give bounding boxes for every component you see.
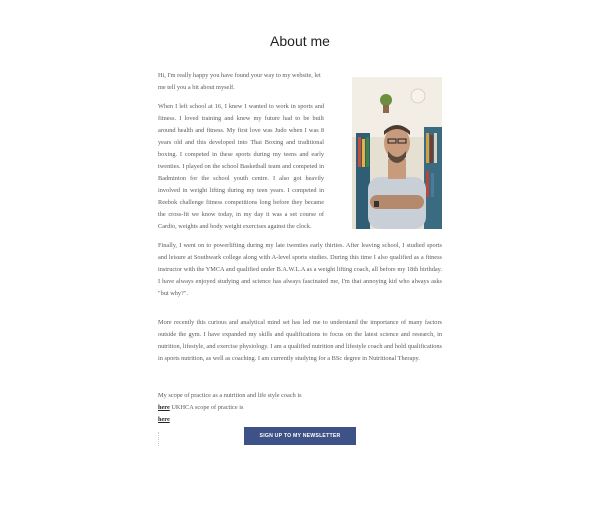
history-paragraph: When I left school at 16, I knew I wanted to work in sports and fitness. I loved training and knew my future had to be built around health and fitness. My first love was Judo when I was 8 years old and this developed into Thai Boxing and traditional boxing. I competed in these sports during my teens and early twenties. I played on the school Basketball team and competed in Badminton for the school youth centre. I also got heavily involved in weight lifting during my teen years. I competed in Reebok challenge fitness competitions long before they became the cross-fit we know today, in my day it was a set course of Cardio, weights and body weight exercises against the clock. [158,103,324,230]
recent-focus-paragraph: More recently this curious and analytical mind set has led me to understand the importance of many factors outside the gym. I have expanded my skills and qualifications to focus on the latest science and research, in nutrition, lifestyle, and exercise physiology. I am a qualified nutrition and lifestyle coach and hold qualifications in sports nutrition, as well as coaching. I am currently studying for a BSc degree in Nutritional Therapy. [158,319,442,362]
page-title: About me [270,33,330,49]
scope-line [158,402,358,414]
portrait-photo [352,77,442,229]
portrait-illustration [352,77,442,229]
qualifications-paragraph: Finally, I went on to powerlifting during my late twenties early thirties. After leaving school, I studied sports and leisure at Southwark college along with A-level sports studies. During this time I also qualified as a fitness instructor with the YMCA and qualified under B.A.W.L.A as a weight lifting coach, all before my 18th birthday. I have always enjoyed studying and science has always fascinated me, I'm that annoying kid who always asks "but why?". [158,242,442,297]
divider [158,432,161,446]
ukhca-text: UKHCA scope of practice is [171,404,244,411]
scope-here-link[interactable]: here [158,404,170,411]
ukhca-line [158,414,218,426]
intro-paragraph: Hi, I'm really happy you have found your way to my website, let me tell you a bit about myself. [158,72,321,91]
ukhca-here-link[interactable]: here [158,416,170,423]
scope-text: My scope of practice as a nutrition and life style coach is [158,392,302,399]
newsletter-signup-button[interactable]: SIGN UP TO MY NEWSLETTER [244,427,356,445]
